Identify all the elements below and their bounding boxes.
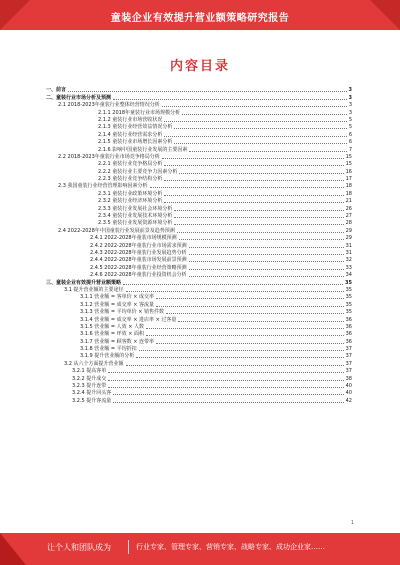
- toc-entry[interactable]: [46, 278, 352, 285]
- toc-entry-label: 2.3.1 童装行业政策环境分析: [98, 190, 163, 197]
- toc-entry-label: 2.3.3 童装行业发展社会环境分析: [98, 205, 173, 212]
- toc-entry-page: 18: [345, 183, 352, 190]
- toc-entry[interactable]: [46, 108, 352, 115]
- toc-leader-dots: [123, 284, 343, 285]
- toc-entry-label: 2.1.3 童装行业经营效益情况分析: [98, 124, 173, 131]
- toc-entry[interactable]: [46, 175, 352, 182]
- toc-entry[interactable]: [46, 197, 352, 204]
- toc-leader-dots: [126, 365, 344, 366]
- toc-leader-dots: [162, 106, 347, 107]
- toc-entry-label: 2.2.3 童装行业竞争结构分析: [98, 176, 163, 183]
- toc-leader-dots: [189, 151, 346, 152]
- toc-heading: 内容目录: [169, 59, 230, 74]
- toc-entry-page: 35: [345, 279, 352, 286]
- toc-entry-page: 35: [345, 309, 352, 316]
- toc-leader-dots: [156, 306, 344, 307]
- toc-entry[interactable]: [46, 153, 352, 160]
- toc-entry-page: 6: [348, 139, 352, 146]
- toc-entry-label: 2.1 2018-2023年童装行业整体经营情况分析: [58, 102, 160, 109]
- toc-leader-dots: [139, 350, 344, 351]
- toc-entry-page: 3: [348, 102, 352, 109]
- toc-entry[interactable]: [46, 145, 352, 152]
- toc-leader-dots: [174, 128, 346, 129]
- toc-entry-label: 二、童装行业市场分析及预测: [46, 94, 112, 101]
- toc-entry-label: 3.2.4 提升回头客: [72, 390, 112, 397]
- footer-accent: [0, 533, 26, 565]
- toc-entry-label: 2.4 2022-2028年中国童装行业发展前景及趋势预测: [58, 227, 175, 234]
- toc-leader-dots: [162, 158, 344, 159]
- toc-leader-dots: [189, 269, 344, 270]
- toc-leader-dots: [68, 91, 347, 92]
- toc-entry-page: 37: [345, 346, 352, 353]
- toc-entry-page: 3: [348, 87, 352, 94]
- toc-leader-dots: [179, 239, 344, 240]
- toc-entry-label: 2.4.2 2022-2028年童装行业市场需求预测: [90, 242, 187, 249]
- toc-leader-dots: [108, 372, 343, 373]
- toc-entry-page: 37: [345, 353, 352, 360]
- toc-leader-dots: [164, 165, 343, 166]
- toc-leader-dots: [189, 261, 344, 262]
- toc-leader-dots: [179, 173, 343, 174]
- toc-entry-page: 33: [345, 264, 352, 271]
- footer-slogan-left: 让个人和团队成为: [47, 543, 111, 552]
- toc-entry[interactable]: [46, 396, 352, 403]
- toc-entry[interactable]: [46, 123, 352, 130]
- toc-entry-page: 29: [345, 235, 352, 242]
- toc-entry[interactable]: [46, 182, 352, 189]
- toc-entry-page: 5: [348, 116, 352, 123]
- toc-entry-page: 37: [345, 368, 352, 375]
- toc-leader-dots: [174, 210, 343, 211]
- toc-leader-dots: [177, 232, 344, 233]
- toc-entry-page: 31: [345, 242, 352, 249]
- toc-entry-page: 18: [345, 190, 352, 197]
- toc-entry-label: 三、童装企业有效提升营业额策略: [46, 279, 122, 286]
- toc-leader-dots: [136, 357, 343, 358]
- toc-leader-dots: [189, 254, 344, 255]
- toc-entry-page: 7: [348, 146, 352, 153]
- toc-leader-dots: [164, 202, 343, 203]
- toc-entry[interactable]: [46, 167, 352, 174]
- toc-entry-page: 3: [348, 94, 352, 101]
- toc-entry-page: 6: [348, 131, 352, 138]
- toc-entry-label: 2.3.5 童装行业发展资源环境分析: [98, 220, 173, 227]
- toc-entry[interactable]: [46, 300, 352, 307]
- toc-leader-dots: [189, 247, 344, 248]
- toc-entry-page: 16: [345, 168, 352, 175]
- toc-entry-page: 38: [345, 375, 352, 382]
- toc-entry[interactable]: [46, 101, 352, 108]
- toc-leader-dots: [174, 143, 346, 144]
- toc-entry[interactable]: [46, 345, 352, 352]
- toc-entry-page: 40: [345, 390, 352, 397]
- toc-entry-label: 2.4.6 2022-2028年童装行业投资机会分析: [90, 272, 187, 279]
- toc-entry[interactable]: [46, 130, 352, 137]
- toc-entry-label: 2.4.5 2022-2028年童装行业经营策略预测: [90, 264, 187, 271]
- toc-entry-page: 34: [345, 272, 352, 279]
- toc-entry-label: 3.2 从六个方面提升营业额: [64, 360, 124, 367]
- toc-entry-label: 3.1.3 营业额 = 平均单价 × 销售件数: [80, 309, 165, 316]
- toc-entry[interactable]: [46, 323, 352, 330]
- toc-leader-dots: [150, 187, 344, 188]
- toc-entry-label: 3.1.5 营业额 = 人效 × 人数: [80, 323, 145, 330]
- toc-entry-label: 2.4.3 2022-2028年童装行业发展趋势分析: [90, 249, 187, 256]
- toc-leader-dots: [156, 298, 344, 299]
- toc-leader-dots: [113, 99, 347, 100]
- toc-entry-label: 3.1 提升营业额的主要途径: [64, 286, 124, 293]
- toc-entry[interactable]: [46, 359, 352, 366]
- toc-entry[interactable]: [46, 382, 352, 389]
- toc-entry[interactable]: [46, 160, 352, 167]
- toc-entry-page: 31: [345, 249, 352, 256]
- toc-entry-label: 2.4.1 2022-2028年童装市场规模预测: [90, 235, 177, 242]
- toc-entry[interactable]: [46, 286, 352, 293]
- toc-entry-label: 3.1.6 营业额 = 坪效 × 面积: [80, 331, 145, 338]
- toc-entry-page: 36: [345, 331, 352, 338]
- toc-entry[interactable]: [46, 256, 352, 263]
- toc-entry-page: 36: [345, 338, 352, 345]
- toc-entry-label: 2.3.2 童装行业经济环境分析: [98, 198, 163, 205]
- toc-entry-label: 2.3.4 童装行业发展技术环境分析: [98, 213, 173, 220]
- toc-entry[interactable]: [46, 249, 352, 256]
- toc-entry-page: 40: [345, 383, 352, 390]
- toc-entry-page: 17: [345, 176, 352, 183]
- toc-entry-page: 35: [345, 301, 352, 308]
- toc-entry[interactable]: [46, 263, 352, 270]
- toc-leader-dots: [164, 180, 343, 181]
- toc-entry[interactable]: [46, 308, 352, 315]
- toc-entry[interactable]: [46, 352, 352, 359]
- toc-entry-label: 3.2.1 提高客单: [72, 368, 107, 375]
- toc-entry-page: 28: [345, 220, 352, 227]
- toc-leader-dots: [113, 402, 343, 403]
- toc-entry-page: 21: [345, 198, 352, 205]
- toc-entry-label: 2.1.2 童装行业市场营收状况: [98, 116, 163, 123]
- toc-entry[interactable]: [46, 367, 352, 374]
- toc-entry-label: 3.2.2 提升成交: [72, 375, 107, 382]
- toc-entry-label: 2.3 我国童装行业经营管理影响因素分析: [58, 183, 148, 190]
- footer-divider: [128, 540, 129, 554]
- toc-leader-dots: [113, 394, 343, 395]
- toc-entry-page: 35: [345, 294, 352, 301]
- document-title: 童装企业有效提升营业额策略研究报告: [110, 13, 290, 24]
- toc-entry[interactable]: [46, 226, 352, 233]
- toc-leader-dots: [146, 328, 344, 329]
- toc-entry-page: 3: [348, 109, 352, 116]
- toc-entry-label: 2.1.4 童装行业经营需求分析: [98, 131, 163, 138]
- toc-leader-dots: [164, 136, 346, 137]
- toc-entry[interactable]: [46, 315, 352, 322]
- toc-entry[interactable]: [46, 93, 352, 100]
- toc-entry-label: 3.2.3 提升连带: [72, 383, 107, 390]
- toc-entry-page: 35: [345, 286, 352, 293]
- toc-entry-label: 2.1.5 童装行业市场增长因素分析: [98, 139, 173, 146]
- toc-entry[interactable]: [46, 116, 352, 123]
- toc-entry-label: 2.1.1 2018年童装行业市场规模分析: [98, 109, 181, 116]
- toc-leader-dots: [164, 195, 343, 196]
- toc-entry-label: 一、前言: [46, 87, 67, 94]
- toc-entry-label: 3.1.2 营业额 = 成交率 × 客流量: [80, 301, 155, 308]
- toc-entry[interactable]: [46, 138, 352, 145]
- toc-entry-label: 3.1.9 提升营业额的分析: [80, 353, 135, 360]
- toc-leader-dots: [178, 321, 343, 322]
- toc-entry[interactable]: [46, 337, 352, 344]
- toc-leader-dots: [182, 114, 347, 115]
- toc-entry[interactable]: [46, 389, 352, 396]
- toc-entry-page: 42: [345, 397, 352, 404]
- page-number: 1: [350, 520, 354, 526]
- toc-entry[interactable]: [46, 374, 352, 381]
- toc-leader-dots: [108, 380, 343, 381]
- toc-entry[interactable]: [46, 241, 352, 248]
- toc-entry-page: 27: [345, 213, 352, 220]
- toc-entry-page: 32: [345, 257, 352, 264]
- toc-entry-label: 3.2.5 提升客流量: [72, 397, 112, 404]
- toc-entry-page: 36: [345, 323, 352, 330]
- toc-entry[interactable]: [46, 271, 352, 278]
- toc-leader-dots: [174, 224, 343, 225]
- toc-leader-dots: [108, 387, 343, 388]
- toc-entry[interactable]: [46, 330, 352, 337]
- toc-entry[interactable]: [46, 204, 352, 211]
- toc-entry-page: 36: [345, 316, 352, 323]
- toc-entry-label: 3.1.8 营业额 = 平均折扣: [80, 346, 137, 353]
- toc-entry-label: 2.4.4 2022-2028年童装市场发展前景预测: [90, 257, 187, 264]
- toc-entry-page: 29: [345, 227, 352, 234]
- toc-leader-dots: [174, 217, 343, 218]
- toc-entry[interactable]: [46, 86, 352, 93]
- toc-leader-dots: [164, 121, 346, 122]
- toc-entry-page: 15: [345, 161, 352, 168]
- toc-entry-page: 26: [345, 205, 352, 212]
- toc-entry[interactable]: [46, 234, 352, 241]
- toc-entry[interactable]: [46, 219, 352, 226]
- toc-entry-label: 2.2.2 童装行业主要竞争力因素分析: [98, 168, 178, 175]
- toc-entry-label: 2.2 2018-2023年童装行业市场竞争格局分析: [58, 153, 160, 160]
- toc-leader-dots: [146, 335, 344, 336]
- toc-leader-dots: [126, 291, 344, 292]
- toc-entry[interactable]: [46, 293, 352, 300]
- footer-slogan-right: 行业专家、管理专家、营销专家、战略专家、成功企业家……: [136, 543, 325, 551]
- toc-entry[interactable]: [46, 189, 352, 196]
- toc-entry-label: 3.1.4 营业额 = 成交率 × 进店率 × 过客量: [80, 316, 177, 323]
- toc-entry-page: 37: [345, 360, 352, 367]
- toc-entry-label: 3.1.1 营业额 = 客单价 × 成交率: [80, 294, 155, 301]
- toc-entry-page: 15: [345, 153, 352, 160]
- toc-entry-label: 3.1.7 营业额 = 顾客数 × 连带率: [80, 338, 155, 345]
- toc-entry-label: 2.2.1 童装行业竞争格局分析: [98, 161, 163, 168]
- toc-leader-dots: [166, 313, 344, 314]
- toc-leader-dots: [156, 343, 344, 344]
- table-of-contents: [46, 86, 352, 404]
- toc-leader-dots: [189, 276, 344, 277]
- toc-entry-label: 2.1.6 影响中国童装行业发展的主要因素: [98, 146, 188, 153]
- toc-entry-page: 5: [348, 124, 352, 131]
- toc-entry[interactable]: [46, 212, 352, 219]
